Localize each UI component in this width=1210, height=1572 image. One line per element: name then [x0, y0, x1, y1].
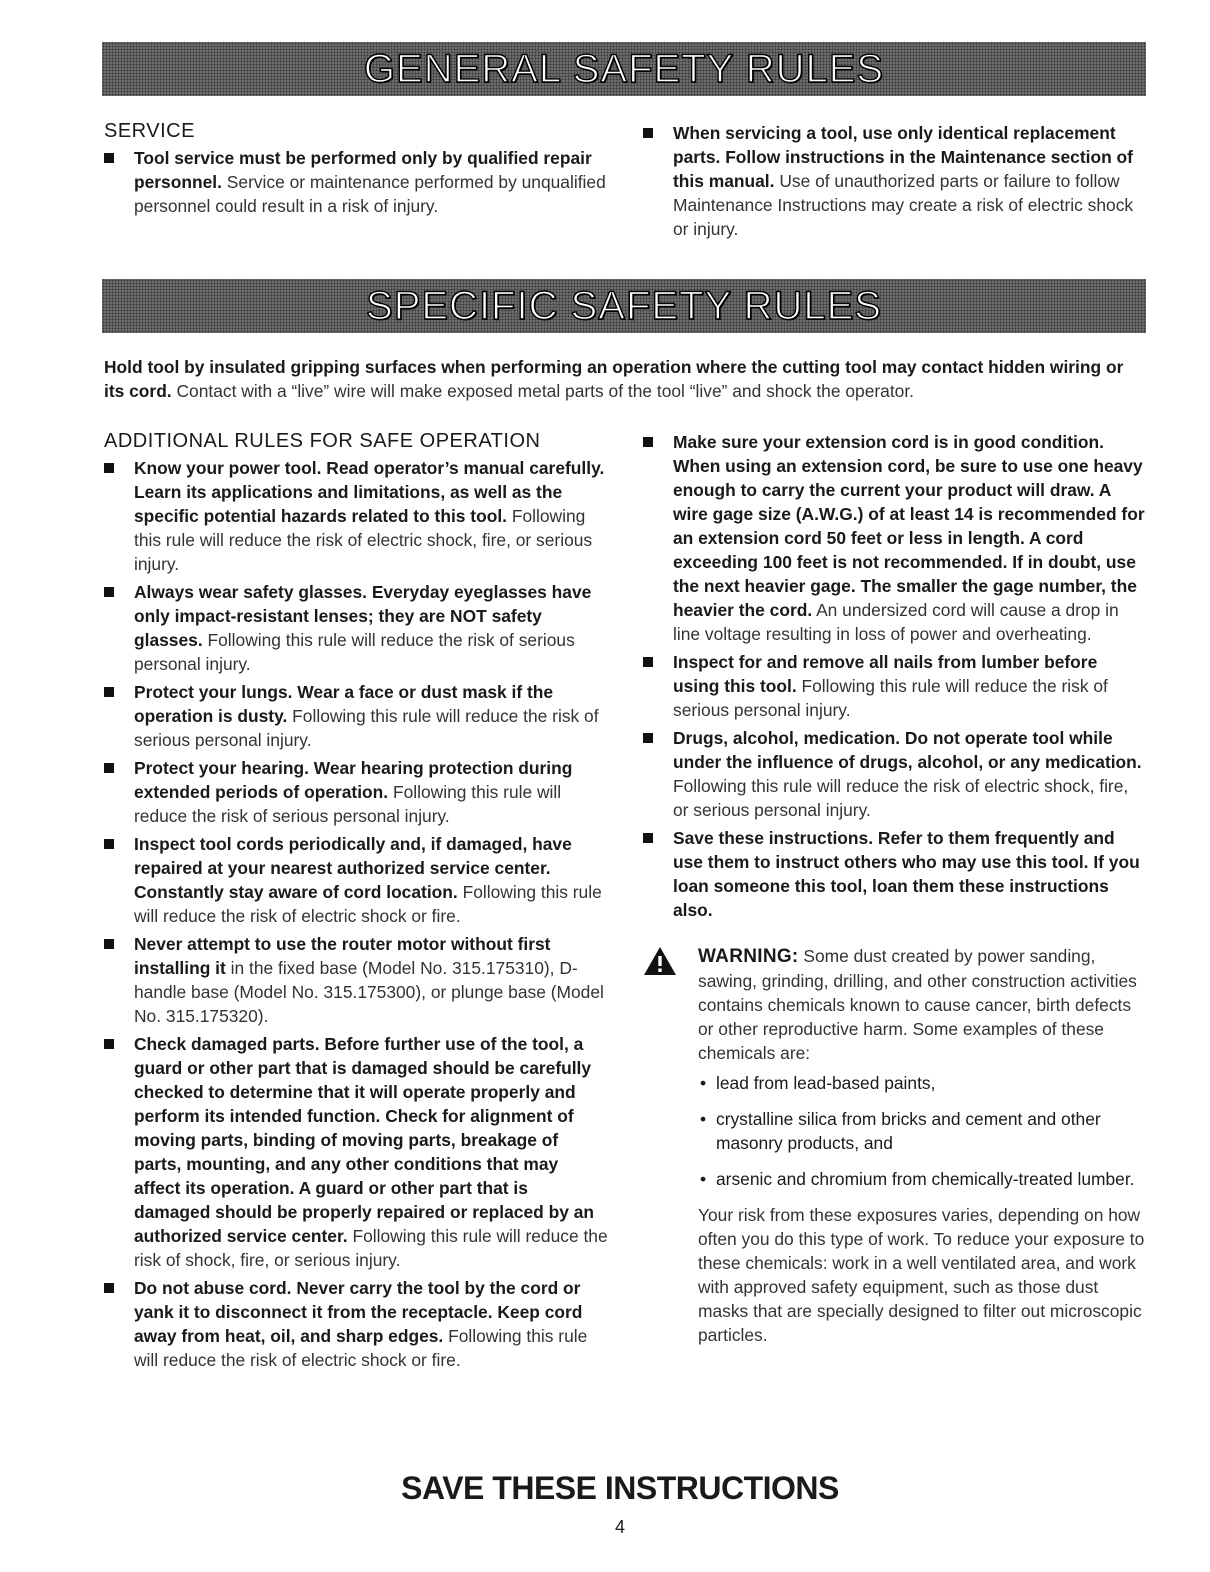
rule-bold: Make sure your extension cord is in good condition. When using an extension cord, be sure to use one heavy enough to carry the current your product will draw. A wire gage size (A.W.G.) of at least 14 is recommended for an extension cord 50 feet or less in length. A cord exceeding 100 feet is not recommended. If in doubt, use the next heavier gage. The smaller the gage number, the heavier the cord. [673, 432, 1145, 620]
rule-text: Use of unauthorized parts or failure to follow Maintenance Instructions may create a risk of electric shock or injury. [673, 171, 1134, 239]
warning-bullet: • arsenic and chromium from chemically-treated lumber. [698, 1167, 1148, 1191]
intro-bold: Hold tool by insulated gripping surfaces when performing an operation where the cutting tool may contact hidden wiring or its cord. [104, 357, 1124, 401]
service-right-column [643, 121, 1143, 245]
rule-text: Following this rule will reduce the risk of serious personal injury. [134, 706, 599, 750]
rule-item [104, 756, 609, 828]
warning-bullet: • crystalline silica from bricks and cement and other masonry products, and [698, 1107, 1148, 1155]
rule-bold: Protect your lungs. Wear a face or dust mask if the operation is dusty. [134, 682, 554, 726]
page-number: 4 [614, 1517, 625, 1537]
banner-title: SPECIFIC SAFETY RULES [366, 283, 882, 328]
rule-text: Following this rule will reduce the risk of electric shock, fire, or serious personal injury. [673, 776, 1129, 820]
rule-item [643, 826, 1148, 922]
rule-bold: Know your power tool. Read operator’s manual carefully. Learn its applications and limitations, as well as the specific potential hazards related to this tool. [134, 458, 605, 526]
rule-bold: Protect your hearing. Wear hearing protection during extended periods of operation. [134, 758, 573, 802]
warning-closing: Your risk from these exposures varies, depending on how often you do this type of work. To reduce your exposure to these chemicals: work in a well ventilated area, and work with approved safety equipment, such as those dust masks that are specially designed to filter out microscopic particles. [698, 1205, 1145, 1345]
additional-left-column [104, 429, 609, 1376]
rule-bold: Drugs, alcohol, medication. Do not operate tool while under the influence of drugs, alcohol, or any medication. [673, 728, 1142, 772]
rule-bold: When servicing a tool, use only identical replacement parts. Follow instructions in the Maintenance section of this manual. [673, 123, 1133, 191]
rule-item [104, 456, 609, 576]
rule-item [104, 932, 609, 1028]
rule-text: in the fixed base (Model No. 315.175310), D-handle base (Model No. 315.175300), or plunge base (Model No. 315.175320). [134, 958, 604, 1026]
rule-text: Following this rule will reduce the risk of serious personal injury. [134, 782, 562, 826]
rule-item [104, 1276, 609, 1372]
warning-block [643, 944, 1148, 1347]
rule-bold: Save these instructions. Refer to them frequently and use them to instruct others who may use this tool. If you loan someone this tool, loan them these instructions also. [673, 828, 1140, 920]
warning-bullet: • lead from lead-based paints, [698, 1071, 1148, 1095]
general-safety-banner [102, 42, 1146, 96]
rule-item [643, 650, 1148, 722]
specific-safety-banner [102, 279, 1146, 333]
service-rule-left [104, 146, 614, 218]
rule-bold: Tool service must be performed only by qualified repair personnel. [134, 148, 592, 192]
save-instructions-footer: SAVE THESE INSTRUCTIONS [401, 1470, 839, 1506]
rule-text: An undersized cord will cause a drop in line voltage resulting in loss of power and overheating. [673, 600, 1119, 644]
rule-item [643, 726, 1148, 822]
rule-bold: Never attempt to use the router motor without first installing it [134, 934, 551, 978]
rule-text: Following this rule will reduce the risk of shock, fire, or serious injury. [134, 1226, 608, 1270]
rule-item [104, 832, 609, 928]
rule-text: Following this rule will reduce the risk of electric shock or fire. [134, 1326, 588, 1370]
banner-title: GENERAL SAFETY RULES [363, 46, 885, 91]
additional-right-column [643, 430, 1148, 1347]
rule-bold: Check damaged parts. Before further use of the tool, a guard or other part that is damaged should be carefully checked to determine that it will operate properly and perform its intended function. Check for alignment of moving parts, binding of moving parts, breakage of parts, mounting, and any other conditions that may affect its operation. A guard or other part that is damaged should be properly repaired or replaced by an authorized service center. [134, 1034, 595, 1246]
rule-text: Following this rule will reduce the risk of serious personal injury. [673, 676, 1108, 720]
rule-text: Following this rule will reduce the risk of electric shock or fire. [134, 882, 602, 926]
rule-bold: Inspect tool cords periodically and, if damaged, have repaired at your nearest authorized service center. Constantly stay aware of cord location. [134, 834, 572, 902]
warning-triangle-icon [643, 946, 677, 976]
additional-heading: ADDITIONAL RULES FOR SAFE OPERATION [104, 430, 541, 452]
rule-bold: Do not abuse cord. Never carry the tool by the cord or yank it to disconnect it from the receptacle. Keep cord away from heat, oil, and sharp edges. [134, 1278, 583, 1346]
warning-text: Some dust created by power sanding, sawing, grinding, drilling, and other construction activities contains chemicals known to cause cancer, birth defects or other reproductive harm. Some examples of these chemicals are: [698, 946, 1137, 1063]
intro-paragraph [104, 355, 1134, 403]
rule-item [104, 680, 609, 752]
rule-text: Following this rule will reduce the risk of serious personal injury. [134, 630, 575, 674]
rule-item [104, 580, 609, 676]
rule-item [643, 430, 1148, 646]
rule-text: Following this rule will reduce the risk of electric shock, fire, or serious injury. [134, 506, 593, 574]
intro-text: Contact with a “live” wire will make exposed metal parts of the tool “live” and shock the operator. [176, 381, 915, 401]
service-heading: SERVICE [104, 120, 195, 142]
warning-label: WARNING: [698, 946, 799, 967]
rule-text: Service or maintenance performed by unqualified personnel could result in a risk of injury. [134, 172, 606, 216]
rule-bold: Always wear safety glasses. Everyday eyeglasses have only impact-resistant lenses; they are NOT safety glasses. [134, 582, 592, 650]
rule-bold: Inspect for and remove all nails from lumber before using this tool. [673, 652, 1098, 696]
service-rule-right [643, 121, 1143, 241]
service-left-column [104, 119, 614, 222]
rule-item [104, 1032, 609, 1272]
